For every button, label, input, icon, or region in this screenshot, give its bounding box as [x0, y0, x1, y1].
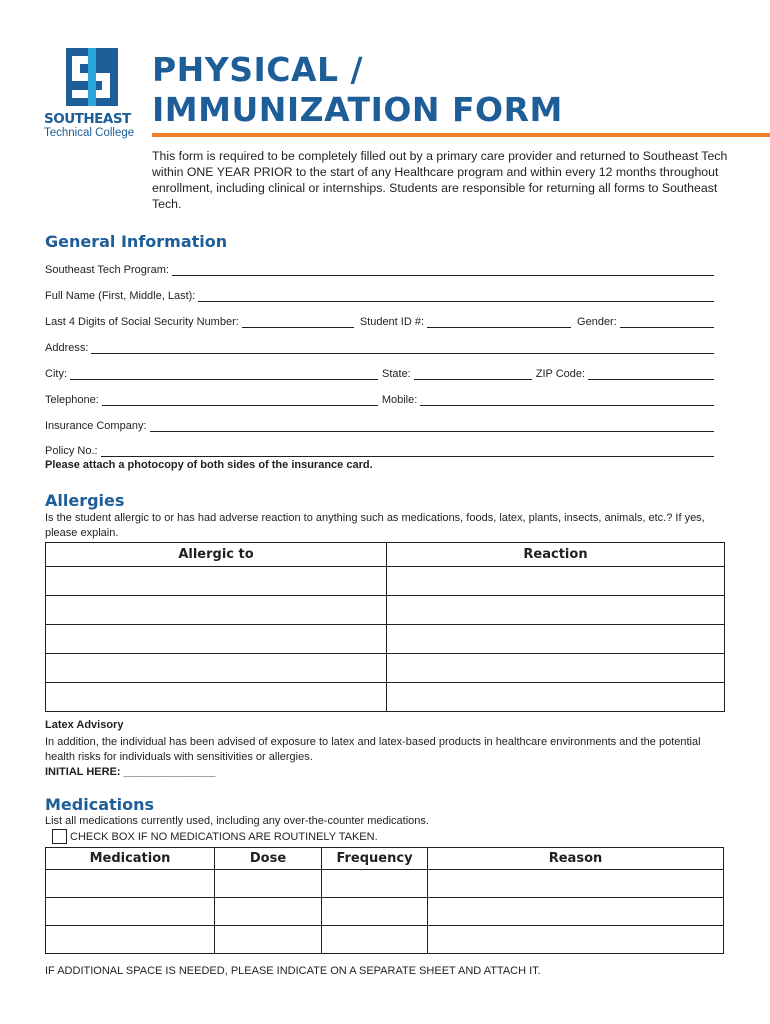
- frequency-cell[interactable]: [322, 926, 428, 954]
- logo-name-line1: SOUTHEAST: [44, 111, 131, 127]
- gender-field[interactable]: [620, 317, 714, 328]
- table-row: [46, 596, 725, 625]
- col-frequency: Frequency: [322, 848, 428, 870]
- city-label: City:: [45, 368, 67, 380]
- policy-label: Policy No.:: [45, 445, 98, 457]
- allergies-heading: Allergies: [45, 491, 125, 510]
- no-medications-label: CHECK BOX IF NO MEDICATIONS ARE ROUTINELY TAKEN.: [70, 830, 378, 843]
- reaction-cell[interactable]: [387, 596, 725, 625]
- allergies-table: [45, 542, 725, 712]
- telephone-label: Telephone:: [45, 394, 99, 406]
- insurance-label: Insurance Company:: [45, 420, 147, 432]
- student-id-label: Student ID #:: [359, 316, 425, 328]
- table-row: [46, 898, 724, 926]
- dose-cell[interactable]: [215, 870, 322, 898]
- state-field[interactable]: [414, 369, 532, 380]
- program-field[interactable]: [172, 265, 714, 276]
- ssn-row: [45, 314, 714, 328]
- latex-heading: Latex Advisory: [45, 719, 124, 731]
- table-row: [46, 654, 725, 683]
- address-field[interactable]: [91, 343, 714, 354]
- col-reaction: Reaction: [387, 543, 725, 567]
- address-row: [45, 340, 714, 354]
- logo-name-line2: Technical College: [44, 127, 135, 139]
- zip-label: ZIP Code:: [535, 368, 586, 380]
- no-medications-checkbox[interactable]: [52, 829, 67, 844]
- title-line-2: IMMUNIZATION FORM: [152, 90, 563, 129]
- dose-cell[interactable]: [215, 926, 322, 954]
- table-row: [46, 870, 724, 898]
- allergies-question: Is the student allergic to or has had adverse reaction to anything such as medications, foods, latex, plants, insects, animals, etc.? If yes, please explain.: [45, 512, 705, 539]
- medications-text: List all medications currently used, including any over-the-counter medications.: [45, 815, 429, 827]
- college-logo: [44, 46, 144, 142]
- zip-field[interactable]: [588, 369, 714, 380]
- full-name-row: [45, 288, 714, 302]
- state-label: State:: [382, 368, 411, 380]
- telephone-row: [45, 392, 714, 406]
- reaction-cell[interactable]: [387, 625, 725, 654]
- reason-cell[interactable]: [428, 870, 724, 898]
- initial-here[interactable]: INITIAL HERE: _______________: [45, 766, 216, 778]
- gender-label: Gender:: [577, 316, 617, 328]
- allergies-header-row: [46, 543, 725, 567]
- medication-cell[interactable]: [46, 926, 215, 954]
- no-medications-row: [52, 829, 378, 844]
- title-line-1: PHYSICAL /: [152, 50, 364, 89]
- table-row: [46, 683, 725, 712]
- col-reason: Reason: [428, 848, 724, 870]
- col-dose: Dose: [215, 848, 322, 870]
- ssn-field[interactable]: [242, 317, 354, 328]
- frequency-cell[interactable]: [322, 898, 428, 926]
- reason-cell[interactable]: [428, 898, 724, 926]
- insurance-field[interactable]: [150, 421, 715, 432]
- full-name-field[interactable]: [198, 291, 714, 302]
- address-label: Address:: [45, 342, 89, 354]
- table-row: [46, 926, 724, 954]
- title-rule: [152, 133, 770, 137]
- city-field[interactable]: [70, 369, 378, 380]
- table-row: [46, 567, 725, 596]
- program-row: [45, 262, 714, 276]
- program-label: Southeast Tech Program:: [45, 264, 169, 276]
- intro-text: This form is required to be completely filled out by a primary care provider and returned to Southeast Tech within ONE YEAR PRIOR to the start of any Healthcare program and within every 12 months throughout enrollment, including clinical or internships. Students are responsible for returning all forms to Southeast Tech.: [152, 149, 728, 211]
- allergy-cell[interactable]: [46, 567, 387, 596]
- reaction-cell[interactable]: [387, 654, 725, 683]
- table-row: [46, 625, 725, 654]
- col-medication: Medication: [46, 848, 215, 870]
- medications-table: [45, 847, 724, 954]
- insurance-note: Please attach a photocopy of both sides of the insurance card.: [45, 459, 373, 471]
- medications-heading: Medications: [45, 795, 155, 814]
- col-allergic-to: Allergic to: [46, 543, 387, 567]
- allergy-cell[interactable]: [46, 683, 387, 712]
- frequency-cell[interactable]: [322, 870, 428, 898]
- telephone-field[interactable]: [102, 395, 378, 406]
- city-row: [45, 366, 714, 380]
- reaction-cell[interactable]: [387, 683, 725, 712]
- footer-note: IF ADDITIONAL SPACE IS NEEDED, PLEASE INDICATE ON A SEPARATE SHEET AND ATTACH IT.: [45, 965, 541, 977]
- reason-cell[interactable]: [428, 926, 724, 954]
- mobile-field[interactable]: [420, 395, 714, 406]
- general-heading: General Information: [45, 232, 228, 251]
- allergy-cell[interactable]: [46, 596, 387, 625]
- ssn-label: Last 4 Digits of Social Security Number:: [45, 316, 239, 328]
- reaction-cell[interactable]: [387, 567, 725, 596]
- latex-text: In addition, the individual has been advised of exposure to latex and latex-based products in healthcare environments and the potential health risks for individuals with sensitivities or allergies.: [45, 736, 701, 763]
- medication-cell[interactable]: [46, 870, 215, 898]
- policy-row: [45, 443, 714, 457]
- student-id-field[interactable]: [427, 317, 571, 328]
- insurance-row: [45, 418, 714, 432]
- dose-cell[interactable]: [215, 898, 322, 926]
- medications-header-row: [46, 848, 724, 870]
- mobile-label: Mobile:: [381, 394, 418, 406]
- allergy-cell[interactable]: [46, 625, 387, 654]
- allergy-cell[interactable]: [46, 654, 387, 683]
- medication-cell[interactable]: [46, 898, 215, 926]
- full-name-label: Full Name (First, Middle, Last):: [45, 290, 196, 302]
- policy-field[interactable]: [101, 446, 714, 457]
